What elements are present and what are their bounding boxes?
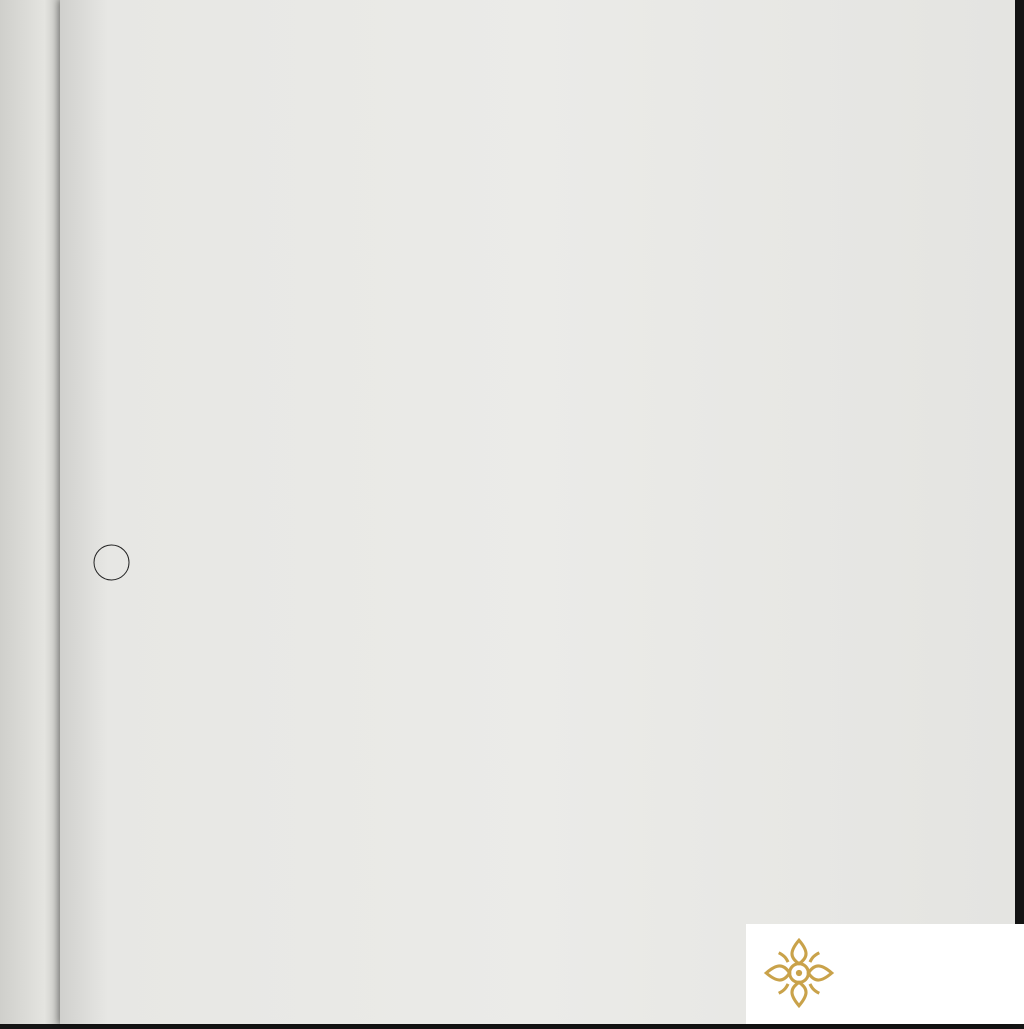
- ornamental-cross-icon: [760, 934, 838, 1012]
- watermark-logo: [746, 924, 1024, 1024]
- section-number-badge: [93, 544, 129, 580]
- book-page: [60, 0, 1015, 1024]
- left-page-edge: [0, 0, 64, 1024]
- dialogue: [55, 0, 1010, 5]
- page-content: [55, 0, 1021, 1029]
- commentary-left-column: [55, 0, 1010, 5]
- commentary-right-column: [55, 0, 1010, 5]
- prose-paragraph: [55, 0, 1010, 5]
